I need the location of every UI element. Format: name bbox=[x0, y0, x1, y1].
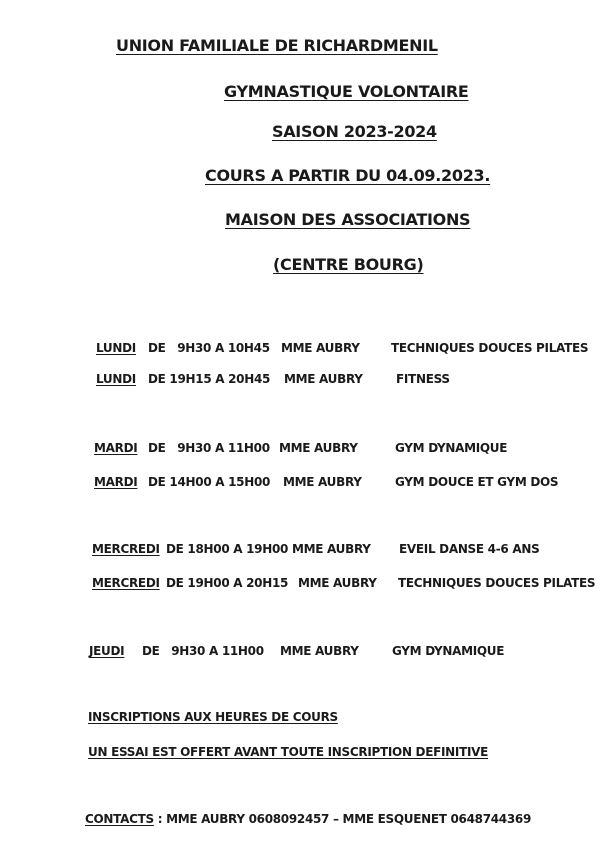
schedule-time: DE 19H15 A 20H45 bbox=[148, 372, 271, 386]
schedule-time: DE 14H00 A 15H00 bbox=[148, 475, 271, 489]
schedule-row bbox=[0, 475, 610, 493]
schedule-row bbox=[0, 372, 610, 390]
schedule-course: TECHNIQUES DOUCES PILATES bbox=[398, 576, 596, 590]
schedule-row bbox=[0, 441, 610, 459]
schedule-day: MERCREDI bbox=[92, 542, 160, 556]
schedule-row bbox=[0, 576, 610, 594]
schedule-coach: MME AUBRY bbox=[280, 644, 359, 658]
schedule-coach: MME AUBRY bbox=[298, 576, 377, 590]
schedule-course: GYM DYNAMIQUE bbox=[392, 644, 505, 658]
schedule-course: TECHNIQUES DOUCES PILATES bbox=[391, 341, 589, 355]
inscriptions-note: INSCRIPTIONS AUX HEURES DE COURS bbox=[88, 710, 338, 724]
schedule-course: GYM DYNAMIQUE bbox=[395, 441, 508, 455]
contacts-line bbox=[85, 812, 531, 826]
schedule-row bbox=[0, 542, 610, 560]
schedule-coach: MME AUBRY bbox=[283, 475, 362, 489]
schedule-coach: MME AUBRY bbox=[279, 441, 358, 455]
schedule-coach: MME AUBRY bbox=[281, 341, 360, 355]
title-activity: GYMNASTIQUE VOLONTAIRE bbox=[224, 82, 469, 101]
schedule-course: FITNESS bbox=[396, 372, 450, 386]
title-season: SAISON 2023-2024 bbox=[272, 122, 437, 141]
schedule-day: MARDI bbox=[94, 475, 138, 489]
schedule-time: DE 9H30 A 10H45 bbox=[148, 341, 270, 355]
schedule-day: JEUDI bbox=[89, 644, 125, 658]
schedule-row bbox=[0, 644, 610, 662]
title-start-date: COURS A PARTIR DU 04.09.2023. bbox=[205, 166, 491, 185]
trial-note: UN ESSAI EST OFFERT AVANT TOUTE INSCRIPTION DEFINITIVE bbox=[88, 745, 489, 759]
schedule-day: LUNDI bbox=[96, 341, 136, 355]
contacts-label: CONTACTS bbox=[85, 812, 154, 826]
schedule-coach: MME AUBRY bbox=[284, 372, 363, 386]
title-association: UNION FAMILIALE DE RICHARDMENIL bbox=[116, 36, 438, 55]
schedule-day: LUNDI bbox=[96, 372, 136, 386]
contacts-text: : MME AUBRY 0608092457 – MME ESQUENET 0648744369 bbox=[153, 812, 531, 826]
schedule-course: GYM DOUCE ET GYM DOS bbox=[395, 475, 559, 489]
schedule-day: MARDI bbox=[94, 441, 138, 455]
schedule-course: EVEIL DANSE 4-6 ANS bbox=[399, 542, 540, 556]
schedule-row bbox=[0, 341, 610, 359]
schedule-time: DE 9H30 A 11H00 bbox=[148, 441, 270, 455]
schedule-time: DE 18H00 A 19H00 bbox=[166, 542, 289, 556]
title-venue: MAISON DES ASSOCIATIONS bbox=[225, 210, 471, 229]
title-venue-location: (CENTRE BOURG) bbox=[273, 255, 424, 274]
schedule-time: DE 19H00 A 20H15 bbox=[166, 576, 289, 590]
schedule-coach: MME AUBRY bbox=[292, 542, 371, 556]
schedule-day: MERCREDI bbox=[92, 576, 160, 590]
schedule-time: DE 9H30 A 11H00 bbox=[142, 644, 264, 658]
